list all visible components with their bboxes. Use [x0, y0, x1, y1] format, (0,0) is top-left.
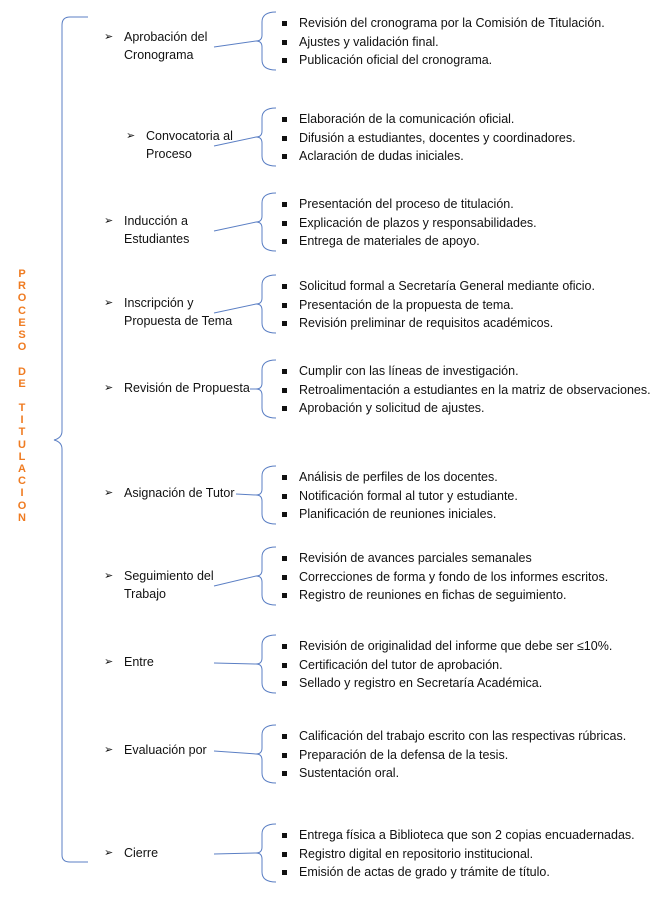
list-item: Correcciones de forma y fondo de los informes escritos.	[282, 568, 608, 587]
list-item: Solicitud formal a Secretaría General mediante oficio.	[282, 277, 595, 296]
stage-label: Convocatoria al	[146, 129, 233, 143]
stage-bracket	[256, 275, 276, 333]
title-letter: C	[18, 304, 26, 317]
main-bracket	[54, 17, 88, 862]
arrow-bullet-icon: ➢	[126, 130, 136, 142]
stage-connector	[214, 41, 256, 47]
list-item: Revisión de originalidad del informe que debe ser ≤10%.	[282, 637, 612, 656]
stage-connector	[214, 222, 256, 231]
arrow-bullet-icon: ➢	[104, 215, 114, 227]
title-letter: O	[17, 341, 27, 354]
list-item: Entrega de materiales de apoyo.	[282, 232, 537, 251]
stage-label: Trabajo	[124, 587, 166, 601]
stage-connector	[214, 751, 256, 754]
arrow-bullet-icon: ➢	[104, 487, 114, 499]
list-item: Ajustes y validación final.	[282, 33, 605, 52]
title-letter: S	[18, 328, 26, 341]
title-letter: U	[18, 438, 26, 451]
title-letter: P	[18, 268, 26, 280]
list-item: Retroalimentación a estudiantes en la matriz de observaciones.	[282, 381, 651, 400]
list-item: Sustentación oral.	[282, 764, 626, 783]
list-item: Difusión a estudiantes, docentes y coordinadores.	[282, 129, 576, 148]
stage-items	[282, 195, 537, 251]
list-item: Elaboración de la comunicación oficial.	[282, 110, 576, 129]
list-item: Revisión preliminar de requisitos académicos.	[282, 314, 595, 333]
list-item: Planificación de reuniones iniciales.	[282, 505, 518, 524]
arrow-bullet-icon: ➢	[104, 31, 114, 43]
stage-items	[282, 826, 635, 882]
title-letter: N	[18, 511, 26, 524]
stage-label: Cronograma	[124, 48, 194, 62]
list-item: Entrega física a Biblioteca que son 2 copias encuadernadas.	[282, 826, 635, 845]
stage-items	[282, 468, 518, 524]
title-letter: T	[18, 402, 26, 415]
arrow-bullet-icon: ➢	[104, 297, 114, 309]
arrow-bullet-icon: ➢	[104, 382, 114, 394]
stage-bracket	[256, 635, 276, 693]
stage-label: Inducción a	[124, 214, 188, 228]
stage-label: Asignación de Tutor	[124, 486, 235, 500]
stage-items	[282, 14, 605, 70]
list-item: Sellado y registro en Secretaría Académica.	[282, 674, 612, 693]
title-letter: I	[20, 414, 24, 427]
list-item: Explicación de plazos y responsabilidades.	[282, 214, 537, 233]
stage-label: Estudiantes	[124, 232, 190, 246]
title-letter: O	[17, 292, 27, 305]
list-item: Revisión de avances parciales semanales	[282, 549, 608, 568]
stage-connector	[236, 494, 256, 495]
stage-bracket	[256, 725, 276, 783]
stage-bracket	[256, 824, 276, 882]
arrow-bullet-icon: ➢	[104, 847, 114, 859]
stage-bracket	[256, 360, 276, 418]
stage-label: Entre	[124, 655, 154, 669]
title-letter: O	[17, 499, 27, 512]
title-letter: T	[18, 426, 26, 439]
list-item: Preparación de la defensa de la tesis.	[282, 746, 626, 765]
stage-connector	[214, 576, 256, 586]
stage-label: Aprobación del	[124, 30, 208, 44]
arrow-bullet-icon: ➢	[104, 656, 114, 668]
title-letter: E	[18, 316, 26, 329]
stage-label: Evaluación por	[124, 743, 207, 757]
list-item: Notificación formal al tutor y estudiante.	[282, 487, 518, 506]
arrow-bullet-icon: ➢	[104, 570, 114, 582]
stage-label: Cierre	[124, 846, 159, 860]
arrow-bullet-icon: ➢	[104, 744, 114, 756]
title-letter: E	[18, 377, 26, 390]
stage-label: Seguimiento del	[124, 569, 214, 583]
list-item: Registro digital en repositorio institucional.	[282, 845, 635, 864]
stage-items	[282, 277, 595, 333]
list-item: Certificación del tutor de aprobación.	[282, 656, 612, 675]
title-letter: C	[18, 475, 26, 488]
stage-bracket	[256, 12, 276, 70]
title-letter: A	[18, 463, 26, 475]
stage-items	[282, 549, 608, 605]
list-item: Revisión del cronograma por la Comisión de Titulación.	[282, 14, 605, 33]
stage-items	[282, 362, 651, 418]
stage-connector	[214, 663, 256, 664]
list-item: Presentación de la propuesta de tema.	[282, 296, 595, 315]
title-letter: L	[18, 450, 26, 463]
list-item: Calificación del trabajo escrito con las respectivas rúbricas.	[282, 727, 626, 746]
stage-bracket	[256, 466, 276, 524]
title-letter: I	[20, 487, 24, 500]
list-item: Aprobación y solicitud de ajustes.	[282, 399, 651, 418]
stage-bracket	[256, 108, 276, 166]
stage-label: Proceso	[146, 147, 192, 161]
stage-items	[282, 727, 626, 783]
stage-label: Inscripción y	[124, 296, 194, 310]
list-item: Presentación del proceso de titulación.	[282, 195, 537, 214]
stage-connector	[214, 853, 256, 854]
list-item: Emisión de actas de grado y trámite de título.	[282, 863, 635, 882]
stage-label: Revisión de Propuesta	[124, 381, 250, 395]
stage-bracket	[256, 193, 276, 251]
title-letter: D	[18, 365, 26, 378]
stage-label: Propuesta de Tema	[124, 314, 233, 328]
stage-items	[282, 110, 576, 166]
list-item: Análisis de perfiles de los docentes.	[282, 468, 518, 487]
list-item: Publicación oficial del cronograma.	[282, 51, 605, 70]
list-item: Cumplir con las líneas de investigación.	[282, 362, 651, 381]
stage-items	[282, 637, 612, 693]
title-letter: R	[18, 280, 26, 293]
list-item: Aclaración de dudas iniciales.	[282, 147, 576, 166]
list-item: Registro de reuniones en fichas de seguimiento.	[282, 586, 608, 605]
stage-bracket	[256, 547, 276, 605]
